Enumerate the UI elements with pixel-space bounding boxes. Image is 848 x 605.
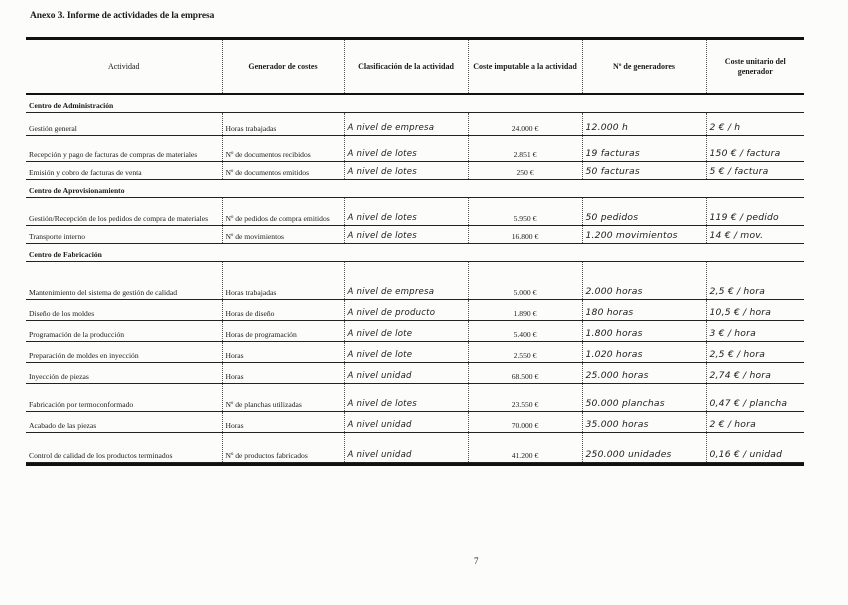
activity-cell: Fabricación por termoconformado [26, 383, 222, 411]
classification-cell: A nivel de lote [344, 341, 468, 362]
activity-cell: Acabado de las piezas [26, 411, 222, 432]
table-row [26, 135, 804, 161]
header-activity: Actividad [26, 40, 222, 94]
unit-cost-cell: 0,16 € / unidad [706, 432, 804, 462]
activity-cell: Preparación de moldes en inyección [26, 341, 222, 362]
section-blank-cell [222, 179, 344, 197]
section-blank-cell [582, 94, 706, 112]
table-row [26, 197, 804, 225]
classification-cell: A nivel de lotes [344, 383, 468, 411]
driver-count-cell: 250.000 unidades [582, 432, 706, 462]
table-row [26, 432, 804, 462]
imputable-cost-cell: 5.000 € [468, 261, 582, 299]
classification-cell: A nivel de lotes [344, 161, 468, 179]
page-number: 7 [474, 556, 479, 566]
unit-cost-cell: 2,5 € / hora [706, 341, 804, 362]
driver-count-cell: 19 facturas [582, 135, 706, 161]
cost-driver-cell: Horas [222, 362, 344, 383]
unit-cost-cell: 3 € / hora [706, 320, 804, 341]
activity-cell: Diseño de los moldes [26, 299, 222, 320]
cost-driver-cell: Nº de documentos emitidos [222, 161, 344, 179]
section-row [26, 94, 804, 112]
unit-cost-cell: 2 € / hora [706, 411, 804, 432]
cost-driver-cell: Horas [222, 411, 344, 432]
imputable-cost-cell: 23.550 € [468, 383, 582, 411]
classification-cell: A nivel de empresa [344, 112, 468, 135]
section-blank-cell [468, 94, 582, 112]
header-cost-driver: Generador de costes [222, 40, 344, 94]
table-body [26, 94, 804, 462]
section-title: Centro de Administración [26, 94, 222, 112]
section-row [26, 179, 804, 197]
classification-cell: A nivel unidad [344, 432, 468, 462]
table-row [26, 362, 804, 383]
header-row [26, 40, 804, 94]
table-row [26, 341, 804, 362]
driver-count-cell: 50 pedidos [582, 197, 706, 225]
driver-count-cell: 35.000 horas [582, 411, 706, 432]
header-driver-count: Nº de generadores [582, 40, 706, 94]
unit-cost-cell: 5 € / factura [706, 161, 804, 179]
table-row [26, 411, 804, 432]
driver-count-cell: 180 horas [582, 299, 706, 320]
section-title: Centro de Fabricación [26, 243, 222, 261]
classification-cell: A nivel de lotes [344, 135, 468, 161]
table-row [26, 383, 804, 411]
imputable-cost-cell: 70.000 € [468, 411, 582, 432]
imputable-cost-cell: 68.500 € [468, 362, 582, 383]
imputable-cost-cell: 2.550 € [468, 341, 582, 362]
activity-cell: Transporte interno [26, 225, 222, 243]
classification-cell: A nivel unidad [344, 411, 468, 432]
section-blank-cell [344, 94, 468, 112]
activity-cell: Gestión/Recepción de los pedidos de compra de materiales [26, 197, 222, 225]
imputable-cost-cell: 1.890 € [468, 299, 582, 320]
classification-cell: A nivel de lotes [344, 225, 468, 243]
table-row [26, 299, 804, 320]
unit-cost-cell: 119 € / pedido [706, 197, 804, 225]
section-row [26, 243, 804, 261]
header-unit-cost: Coste unitario del generador [706, 40, 804, 94]
driver-count-cell: 1.200 movimientos [582, 225, 706, 243]
cost-driver-cell: Horas de programación [222, 320, 344, 341]
unit-cost-cell: 150 € / factura [706, 135, 804, 161]
unit-cost-cell: 0,47 € / plancha [706, 383, 804, 411]
unit-cost-cell: 2 € / h [706, 112, 804, 135]
section-blank-cell [706, 179, 804, 197]
section-blank-cell [222, 243, 344, 261]
section-blank-cell [706, 243, 804, 261]
imputable-cost-cell: 5.400 € [468, 320, 582, 341]
driver-count-cell: 1.020 horas [582, 341, 706, 362]
imputable-cost-cell: 2.851 € [468, 135, 582, 161]
section-blank-cell [582, 243, 706, 261]
activity-cell: Mantenimiento del sistema de gestión de calidad [26, 261, 222, 299]
section-blank-cell [344, 179, 468, 197]
imputable-cost-cell: 5.950 € [468, 197, 582, 225]
header-classification: Clasificación de la actividad [344, 40, 468, 94]
table-row [26, 261, 804, 299]
unit-cost-cell: 2,5 € / hora [706, 261, 804, 299]
cost-driver-cell: Horas trabajadas [222, 112, 344, 135]
section-title: Centro de Aprovisionamiento [26, 179, 222, 197]
imputable-cost-cell: 41.200 € [468, 432, 582, 462]
driver-count-cell: 25.000 horas [582, 362, 706, 383]
driver-count-cell: 1.800 horas [582, 320, 706, 341]
table-row [26, 320, 804, 341]
section-blank-cell [468, 243, 582, 261]
table-caption: Anexo 3. Informe de actividades de la empresa [30, 11, 215, 21]
imputable-cost-cell: 24.000 € [468, 112, 582, 135]
driver-count-cell: 12.000 h [582, 112, 706, 135]
cost-driver-cell: Nº de movimientos [222, 225, 344, 243]
classification-cell: A nivel de producto [344, 299, 468, 320]
imputable-cost-cell: 250 € [468, 161, 582, 179]
driver-count-cell: 2.000 horas [582, 261, 706, 299]
unit-cost-cell: 2,74 € / hora [706, 362, 804, 383]
activity-cell: Inyección de piezas [26, 362, 222, 383]
activities-table [26, 37, 804, 466]
section-blank-cell [344, 243, 468, 261]
cost-driver-cell: Nº de documentos recibidos [222, 135, 344, 161]
section-blank-cell [468, 179, 582, 197]
table-row [26, 112, 804, 135]
classification-cell: A nivel de empresa [344, 261, 468, 299]
classification-cell: A nivel unidad [344, 362, 468, 383]
activity-cell: Control de calidad de los productos terminados [26, 432, 222, 462]
cost-driver-cell: Horas [222, 341, 344, 362]
driver-count-cell: 50.000 planchas [582, 383, 706, 411]
cost-driver-cell: Horas de diseño [222, 299, 344, 320]
section-blank-cell [222, 94, 344, 112]
cost-driver-cell: Nº de productos fabricados [222, 432, 344, 462]
activity-cell: Emisión y cobro de facturas de venta [26, 161, 222, 179]
classification-cell: A nivel de lotes [344, 197, 468, 225]
cost-driver-cell: Nº de pedidos de compra emitidos [222, 197, 344, 225]
table-row [26, 225, 804, 243]
unit-cost-cell: 10,5 € / hora [706, 299, 804, 320]
table-row [26, 161, 804, 179]
section-blank-cell [706, 94, 804, 112]
cost-driver-cell: Horas trabajadas [222, 261, 344, 299]
classification-cell: A nivel de lote [344, 320, 468, 341]
activity-cell: Programación de la producción [26, 320, 222, 341]
header-imputable-cost: Coste imputable a la actividad [468, 40, 582, 94]
unit-cost-cell: 14 € / mov. [706, 225, 804, 243]
activity-cell: Recepción y pago de facturas de compras de materiales [26, 135, 222, 161]
imputable-cost-cell: 16.800 € [468, 225, 582, 243]
section-blank-cell [582, 179, 706, 197]
driver-count-cell: 50 facturas [582, 161, 706, 179]
cost-driver-cell: Nº de planchas utilizadas [222, 383, 344, 411]
activity-cell: Gestión general [26, 112, 222, 135]
